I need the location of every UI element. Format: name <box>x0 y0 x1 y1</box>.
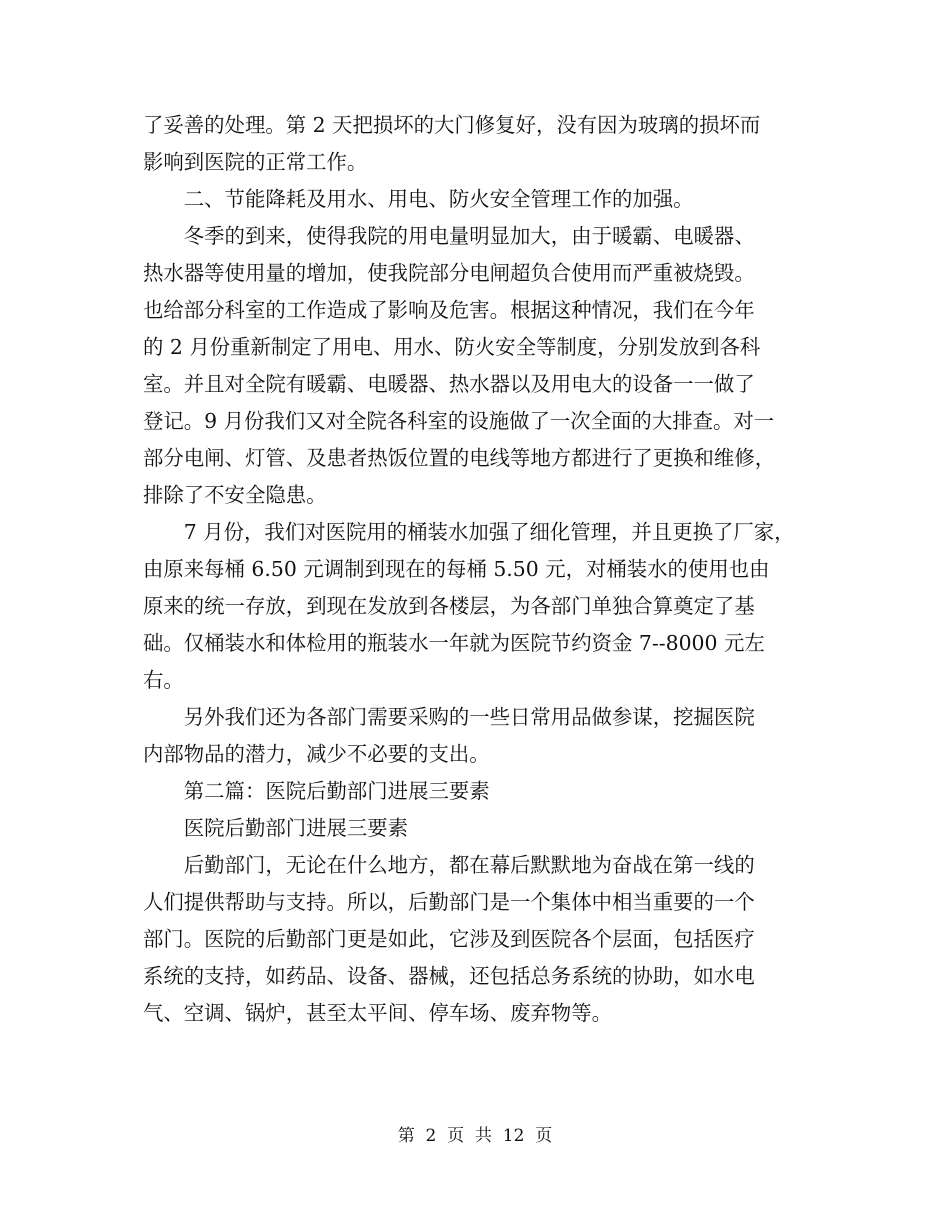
text-line: 人们提供帮助与支持。所以，后勤部门是一个集体中相当重要的一个 <box>143 890 755 914</box>
text-line: 7 月份，我们对医院用的桶装水加强了细化管理，并且更换了厂家， <box>143 520 795 544</box>
chapter-heading: 第二篇：医院后勤部门进展三要素 <box>143 779 490 803</box>
page-number-footer: 第 2 页 共 12 页 <box>397 1126 553 1146</box>
text-line: 的 2 月份重新制定了用电、用水、防火安全等制度，分别发放到各科 <box>143 335 761 359</box>
text-line: 排除了不安全隐患。 <box>143 483 327 507</box>
text-line: 也给部分科室的工作造成了影响及危害。根据这种情况，我们在今年 <box>143 298 755 322</box>
text-line: 原来的统一存放，到现在发放到各楼层，为各部门单独合算奠定了基 <box>143 594 755 618</box>
text-line: 右。 <box>143 668 184 692</box>
text-line: 冬季的到来，使得我院的用电量明显加大，由于暖霸、电暖器、 <box>143 224 755 248</box>
chapter-subtitle: 医院后勤部门进展三要素 <box>143 816 409 840</box>
text-line: 后勤部门，无论在什么地方，都在幕后默默地为奋战在第一线的 <box>143 853 755 877</box>
text-line: 内部物品的潜力，减少不必要的支出。 <box>143 742 490 766</box>
text-line: 影响到医院的正常工作。 <box>143 150 368 174</box>
text-line: 部分电闸、灯管、及患者热饭位置的电线等地方都进行了更换和维修， <box>143 446 776 470</box>
document-body <box>143 107 833 1032</box>
text-line: 部门。医院的后勤部门更是如此，它涉及到医院各个层面，包括医疗 <box>143 927 755 951</box>
text-line: 另外我们还为各部门需要采购的一些日常用品做参谋，挖掘医院 <box>143 705 755 729</box>
text-line: 础。仅桶装水和体检用的瓶装水一年就为医院节约资金 7--8000 元左 <box>143 631 765 655</box>
text-line: 热水器等使用量的增加，使我院部分电闸超负合使用而严重被烧毁。 <box>143 261 755 285</box>
section-heading: 二、节能降耗及用水、用电、防火安全管理工作的加强。 <box>143 187 694 211</box>
text-line: 气、空调、锅炉，甚至太平间、停车场、废弃物等。 <box>143 1001 612 1025</box>
text-line: 系统的支持，如药品、设备、器械，还包括总务系统的协助，如水电 <box>143 964 755 988</box>
text-line: 由原来每桶 6.50 元调制到现在的每桶 5.50 元，对桶装水的使用也由 <box>143 557 770 581</box>
text-line: 了妥善的处理。第 2 天把损坏的大门修复好，没有因为玻璃的损坏而 <box>143 113 761 137</box>
text-line: 登记。9 月份我们又对全院各科室的设施做了一次全面的大排查。对一 <box>143 409 775 433</box>
text-line: 室。并且对全院有暖霸、电暖器、热水器以及用电大的设备一一做了 <box>143 372 755 396</box>
